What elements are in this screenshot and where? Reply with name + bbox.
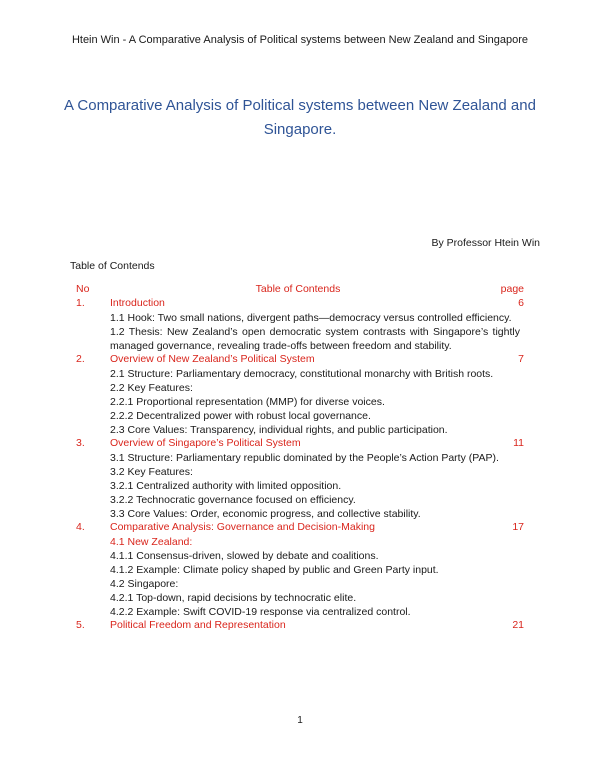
toc-entry (70, 437, 526, 521)
toc-subentry: 4.1.2 Example: Climate policy shaped by public and Green Party input. (110, 564, 439, 576)
toc-subentry: 2.2.1 Proportional representation (MMP) for diverse voices. (110, 396, 385, 408)
toc-entry-page: 11 (513, 437, 524, 449)
toc-subentry: 2.2 Key Features: (110, 382, 193, 394)
toc-subentry: 2.1 Structure: Parliamentary democracy, constitutional monarchy with British roots. (110, 368, 494, 380)
toc-entry-page: 7 (518, 353, 524, 365)
toc-subentry: 4.1.1 Consensus-driven, slowed by debate and coalitions. (110, 550, 379, 562)
toc-entry-title-link[interactable]: Comparative Analysis: Governance and Decision-Making (110, 521, 375, 533)
toc-col-no: No (76, 283, 90, 295)
toc-entries (70, 297, 526, 633)
toc-col-title: Table of Contends (255, 283, 341, 295)
toc-subentry: 2.3 Core Values: Transparency, individual rights, and public participation. (110, 424, 448, 436)
running-header: Htein Win - A Comparative Analysis of Political systems between New Zealand and Singapore (71, 34, 529, 46)
toc-subentry: 1.2 Thesis: New Zealand’s open democratic system contrasts with Singapore’s tightly managed governance, revealing trade-offs between freedom and stability. (110, 326, 520, 352)
toc-subentry: 4.2.2 Example: Swift COVID-19 response via centralized control. (110, 606, 411, 618)
toc-entry-title-link[interactable]: Overview of Singapore’s Political System (110, 437, 301, 449)
toc-entry-title-link[interactable]: Overview of New Zealand’s Political System (110, 353, 315, 365)
toc-entry-title-link[interactable]: Introduction (110, 297, 165, 309)
toc-entry (70, 353, 526, 437)
toc-entry-page: 6 (518, 297, 524, 309)
toc-entry-number: 1. (76, 297, 85, 309)
toc-subentry: 1.1 Hook: Two small nations, divergent paths—democracy versus controlled efficiency. (110, 312, 512, 324)
toc-subentry: 4.2 Singapore: (110, 578, 179, 590)
toc-entry-page: 21 (512, 619, 524, 631)
toc-subentry: 2.2.2 Decentralized power with robust local governance. (110, 410, 371, 422)
toc-entry-number: 2. (76, 353, 85, 365)
toc-subentry: 3.1 Structure: Parliamentary republic dominated by the People’s Action Party (PAP). (110, 452, 499, 464)
table-of-contents (70, 283, 526, 633)
toc-subentry: 4.1 New Zealand: (110, 536, 193, 548)
toc-entry-row (70, 437, 526, 451)
toc-entry-number: 3. (76, 437, 85, 449)
toc-entry (70, 619, 526, 633)
toc-entry-number: 5. (76, 619, 85, 631)
toc-entry-row (70, 353, 526, 367)
toc-subentry: 3.2.1 Centralized authority with limited opposition. (110, 480, 342, 492)
toc-subentry: 4.2.1 Top-down, rapid decisions by technocratic elite. (110, 592, 357, 604)
toc-entry-row (70, 521, 526, 535)
toc-subentry: 3.2.2 Technocratic governance focused on efficiency. (110, 494, 356, 506)
toc-entry-page: 17 (512, 521, 524, 533)
toc-col-page: page (500, 283, 524, 295)
toc-subentry: 3.3 Core Values: Order, economic progress, and collective stability. (110, 508, 421, 520)
toc-entry-title-link[interactable]: Political Freedom and Representation (110, 619, 286, 631)
author-line: By Professor Htein Win (431, 237, 540, 249)
page-number: 1 (297, 715, 303, 726)
document-title: A Comparative Analysis of Political systems between New Zealand and Singapore. (64, 97, 536, 138)
toc-entry (70, 297, 526, 353)
toc-column-headers (70, 283, 526, 297)
toc-subentry: 3.2 Key Features: (110, 466, 193, 478)
toc-entry-number: 4. (76, 521, 85, 533)
toc-heading: Table of Contends (70, 260, 155, 272)
toc-entry-row (70, 297, 526, 311)
toc-entry-row (70, 619, 526, 633)
toc-entry (70, 521, 526, 619)
